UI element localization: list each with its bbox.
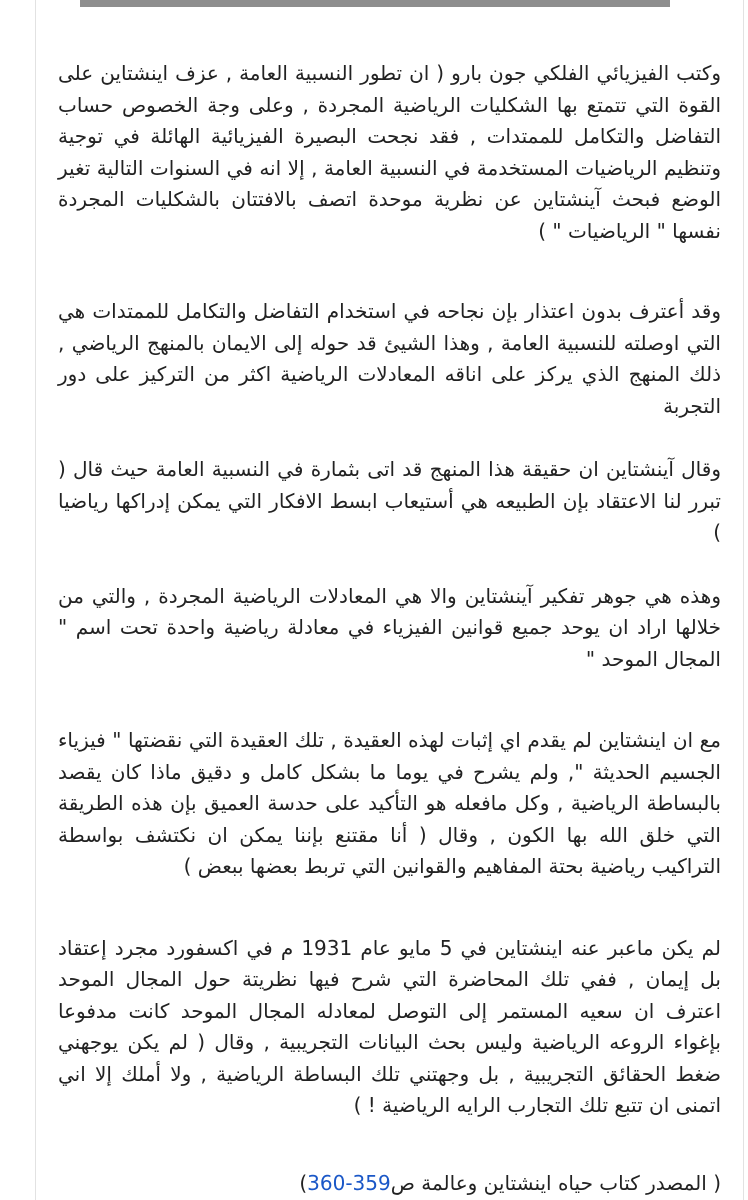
paragraph-gap bbox=[58, 883, 721, 933]
paragraph-4: وهذه هي جوهر تفكير آينشتاين والا هي المعادلات الرياضية المجردة , والتي من خلالها اراد ان يوحد جميع قوانين الفيزياء في معادلة رياضية واحدة تحت اسم " المجال الموحد " bbox=[58, 583, 721, 671]
paragraph-2: وقد أعترف بدون اعتذار بإن نجاحه في استخدام التفاضل والتكامل للممتدات هي التي اوصلته للنسبية العامة , وهذا الشيئ قد حوله إلى الايمان بالمنهج الرياضي , ذلك المنهج الذي يركز على اناقه المعادلات الرياضية اكثر من التركيز على دور التجربة bbox=[58, 299, 721, 418]
source-prefix: ( المصدر كتاب حياه اينشتاين وعالمة ص bbox=[390, 1170, 721, 1195]
paragraph-gap bbox=[58, 422, 721, 454]
source-suffix: ) bbox=[299, 1170, 308, 1195]
article-body bbox=[58, 58, 721, 1199]
source-pages-link[interactable]: 359-360 bbox=[307, 1170, 391, 1195]
paragraph-1: وكتب الفيزيائي الفلكي جون بارو ( ان تطور النسبية العامة , عزف اينشتاين على القوة التي تتمتع بها الشكليات الرياضية المجردة , وعلى وجة الخصوص حساب التفاضل والتكامل للممتدات , فقد نجحت البصيرة الفيزيائية الهائلة في توجية وتنظيم الرياضيات المستخدمة في النسبية العامة , إلا انه في السنوات التالية تغير الوضع فبحث آينشتاين عن نظرية موحدة اتصف بالافتتان بالشكليات المجردة نفسها " الرياضيات " ) bbox=[58, 61, 721, 243]
paragraph-3: وقال آينشتاين ان حقيقة هذا المنهج قد اتى بثمارة في النسبية العامة حيث قال ( تبرر لنا الاعتقاد بإن الطبيعه هي أستيعاب ابسط الافكار التي يمكن إدراكها رياضيا ) bbox=[58, 457, 721, 544]
paragraph-5: مع ان اينشتاين لم يقدم اي إثبات لهذه العقيدة , تلك العقيدة التي نقضتها " فيزياء الجسيم الحديثة ", ولم يشرح في يوما ما بشكل كامل و دقيق ماذا كان يقصد بالبساطة الرياضية , وكل مافعله هو التأكيد على حدسة العميق بإن هذه الطريقة التي خلق الله بها الكون , وقال ( أنا مقتنع بإننا يمكن ان نكتشف بواسطة التراكيب رياضية بحتة المفاهيم والقوانين التي تربط بعضها ببعض ) bbox=[58, 728, 721, 878]
paragraph-gap bbox=[58, 549, 721, 581]
paragraph-6: لم يكن ماعبر عنه اينشتاين في 5 مايو عام 1931 م في اكسفورد مجرد إعتقاد بل إيمان , ففي تلك المحاضرة التي شرح فيها نظريتة حول المجال الموحد اعترف ان سعيه المستمر إلى التوصل لمعادله المجال الموحد كانت مدفوعا بإغواء الروعه الرياضية وليس بحث البيانات التجريبية , وقال ( لم يكن يوجهني ضغط الحقائق التجريبية , بل وجهتني تلك البساطة الرياضية , ولا أملك إلا اني اتمنى ان تتبع تلك التجارب الرايه الرياضية ! ) bbox=[58, 935, 722, 1117]
source-citation bbox=[58, 1168, 721, 1200]
paragraph-gap bbox=[58, 247, 721, 296]
paragraph-gap bbox=[58, 675, 721, 725]
